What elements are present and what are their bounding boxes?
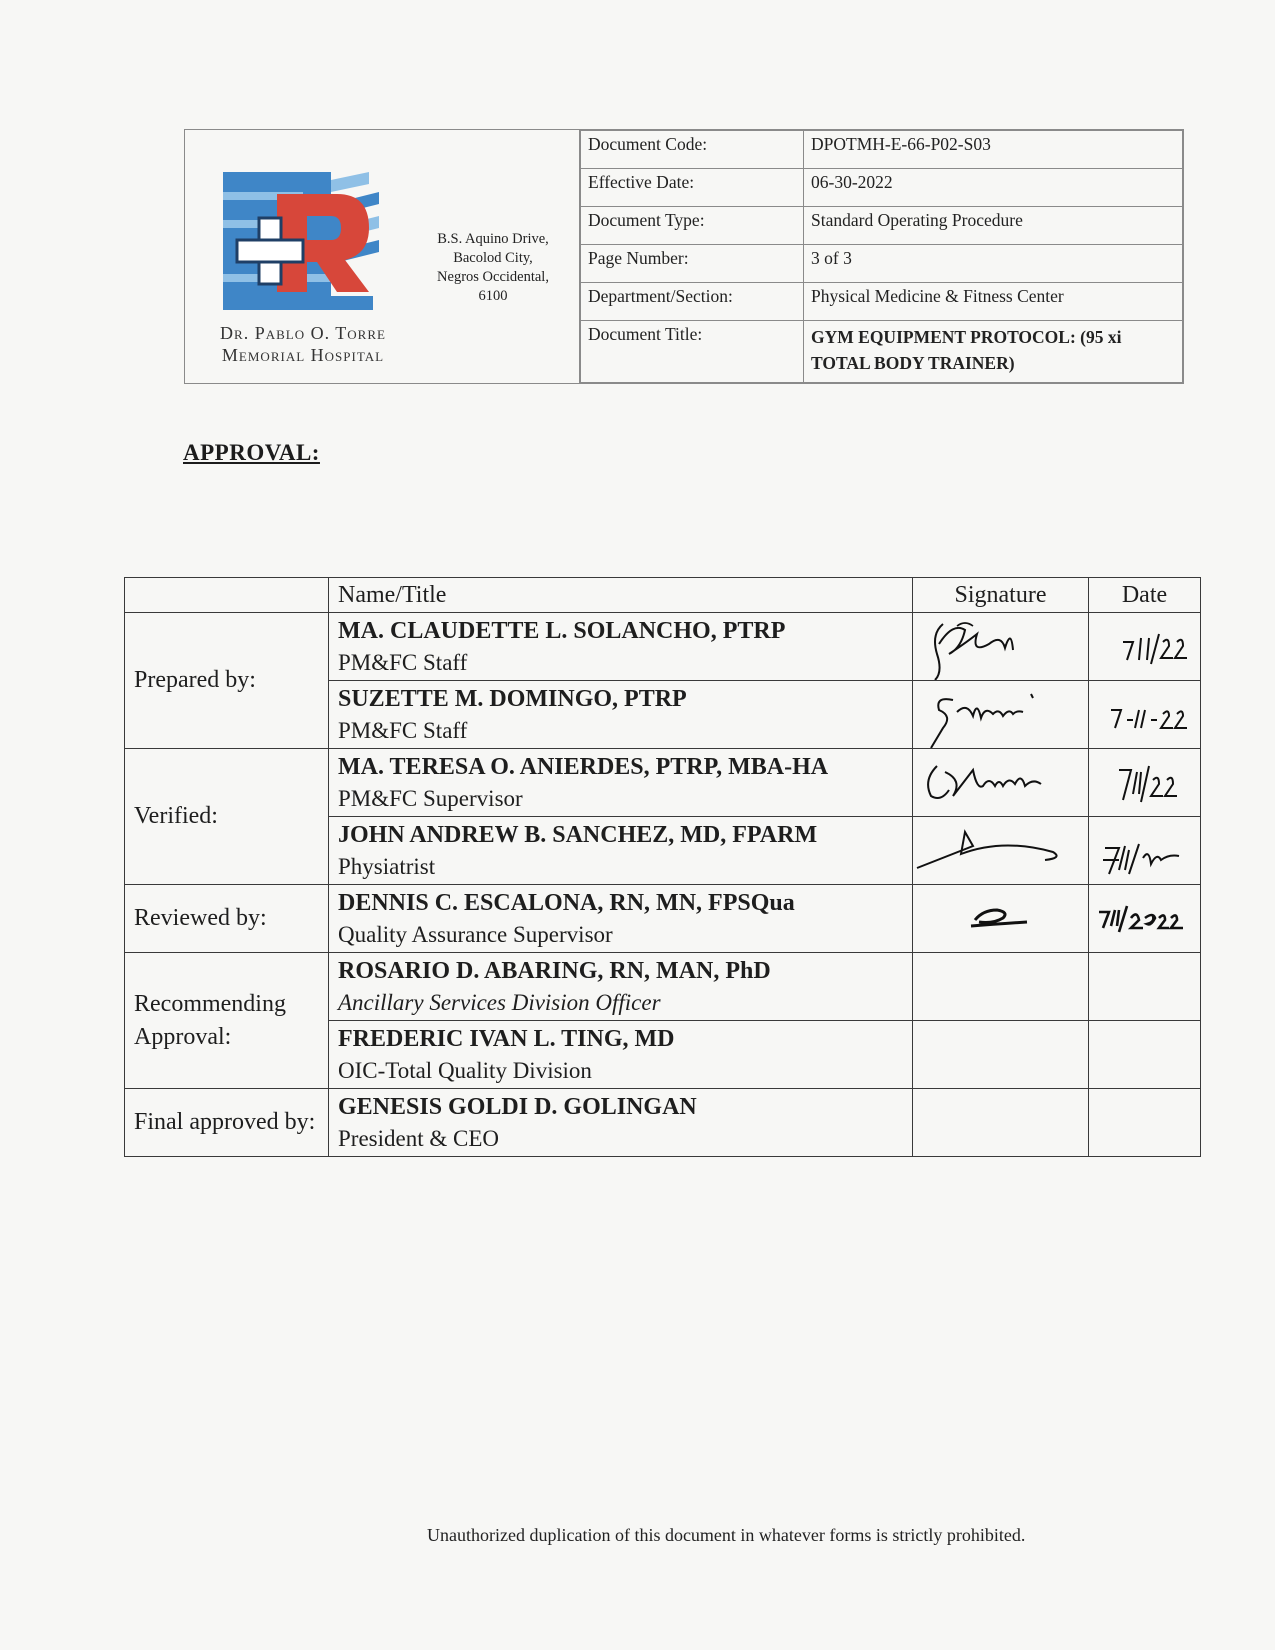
address-line: Negros Occidental, [437, 269, 549, 285]
department-value: Physical Medicine & Fitness Center [804, 283, 1183, 321]
date-cell [1089, 613, 1201, 681]
group-label-prepared: Prepared by: [125, 613, 329, 749]
empty-header-cell [125, 578, 329, 613]
table-row [125, 885, 1201, 953]
info-label: Document Title: [581, 321, 804, 383]
approver-cell [329, 953, 913, 1021]
handwritten-signature [913, 750, 1089, 816]
approver-title: OIC-Total Quality Division [338, 1058, 592, 1083]
document-title-value: GYM EQUIPMENT PROTOCOL: (95 xi TOTAL BODY TRAINER) [804, 321, 1183, 383]
approver-name: SUZETTE M. DOMINGO, PTRP [338, 686, 687, 712]
signature-cell [913, 1089, 1089, 1157]
approver-name: JOHN ANDREW B. SANCHEZ, MD, FPARM [338, 822, 818, 848]
address-line: B.S. Aquino Drive, [437, 231, 549, 247]
date-cell [1089, 749, 1201, 817]
hospital-name-line1: Dr. Pablo O. Torre [220, 323, 386, 343]
hospital-name-line2: Memorial Hospital [221, 345, 385, 365]
approver-name: MA. CLAUDETTE L. SOLANCHO, PTRP [338, 618, 786, 644]
info-row [581, 169, 1183, 207]
approver-cell [329, 613, 913, 681]
table-row [125, 1089, 1201, 1157]
info-label: Department/Section: [581, 283, 804, 321]
date-header: Date [1089, 578, 1201, 613]
handwritten-date [1089, 886, 1201, 952]
hospital-identity [185, 130, 580, 383]
document-header [184, 129, 1184, 384]
effective-date-value: 06-30-2022 [804, 169, 1183, 207]
date-cell [1089, 1021, 1201, 1089]
date-cell [1089, 817, 1201, 885]
date-cell [1089, 681, 1201, 749]
handwritten-signature [913, 682, 1089, 748]
info-label: Document Type: [581, 207, 804, 245]
info-row [581, 283, 1183, 321]
approval-header-row [125, 578, 1201, 613]
approver-title: Ancillary Services Division Officer [338, 990, 661, 1015]
approver-name: ROSARIO D. ABARING, RN, MAN, PhD [338, 958, 771, 984]
hospital-name [193, 322, 413, 366]
footer-notice: Unauthorized duplication of this document in whatever forms is strictly prohibited. [427, 1525, 1026, 1545]
address-line: Bacolod City, [453, 250, 533, 266]
table-row [125, 953, 1201, 1021]
group-label-final: Final approved by: [125, 1089, 329, 1157]
handwritten-signature [913, 818, 1089, 884]
signature-cell [913, 817, 1089, 885]
hospital-address [413, 230, 573, 306]
info-label: Page Number: [581, 245, 804, 283]
document-info-table [580, 130, 1183, 383]
approver-name: FREDERIC IVAN L. TING, MD [338, 1026, 675, 1052]
date-cell [1089, 1089, 1201, 1157]
hospital-logo-icon [219, 170, 381, 320]
handwritten-date [1089, 750, 1201, 816]
approver-cell [329, 817, 913, 885]
info-row [581, 321, 1183, 383]
handwritten-date [1089, 818, 1201, 884]
group-label-reviewed: Reviewed by: [125, 885, 329, 953]
approver-title: Quality Assurance Supervisor [338, 922, 613, 947]
date-cell [1089, 953, 1201, 1021]
info-row [581, 207, 1183, 245]
signature-header: Signature [913, 578, 1089, 613]
signature-cell [913, 1021, 1089, 1089]
approver-cell [329, 885, 913, 953]
handwritten-date [1089, 614, 1201, 680]
handwritten-signature [913, 614, 1089, 680]
group-label-verified: Verified: [125, 749, 329, 885]
approval-table [124, 577, 1201, 1157]
approver-name: GENESIS GOLDI D. GOLINGAN [338, 1094, 697, 1120]
approver-title: PM&FC Supervisor [338, 786, 523, 811]
handwritten-date [1089, 682, 1201, 748]
document-code-value: DPOTMH-E-66-P02-S03 [804, 131, 1183, 169]
approver-title: PM&FC Staff [338, 718, 468, 743]
page-number-value: 3 of 3 [804, 245, 1183, 283]
approver-cell [329, 1021, 913, 1089]
handwritten-signature [913, 886, 1089, 952]
approver-cell [329, 749, 913, 817]
info-row [581, 131, 1183, 169]
approval-heading: APPROVAL: [183, 440, 320, 465]
signature-cell [913, 749, 1089, 817]
name-title-header: Name/Title [329, 578, 913, 613]
signature-cell [913, 885, 1089, 953]
signature-cell [913, 613, 1089, 681]
approver-cell [329, 1089, 913, 1157]
address-line: 6100 [478, 288, 508, 304]
approver-title: President & CEO [338, 1126, 499, 1151]
date-cell [1089, 885, 1201, 953]
group-label-recommending: Recommending Approval: [125, 953, 329, 1089]
signature-cell [913, 681, 1089, 749]
approver-cell [329, 681, 913, 749]
table-row [125, 749, 1201, 817]
info-row [581, 245, 1183, 283]
approver-name: MA. TERESA O. ANIERDES, PTRP, MBA-HA [338, 754, 829, 780]
signature-cell [913, 953, 1089, 1021]
document-type-value: Standard Operating Procedure [804, 207, 1183, 245]
info-label: Effective Date: [581, 169, 804, 207]
approver-title: Physiatrist [338, 854, 436, 879]
approver-name: DENNIS C. ESCALONA, RN, MN, FPSQua [338, 890, 795, 916]
table-row [125, 613, 1201, 681]
info-label: Document Code: [581, 131, 804, 169]
approver-title: PM&FC Staff [338, 650, 468, 675]
